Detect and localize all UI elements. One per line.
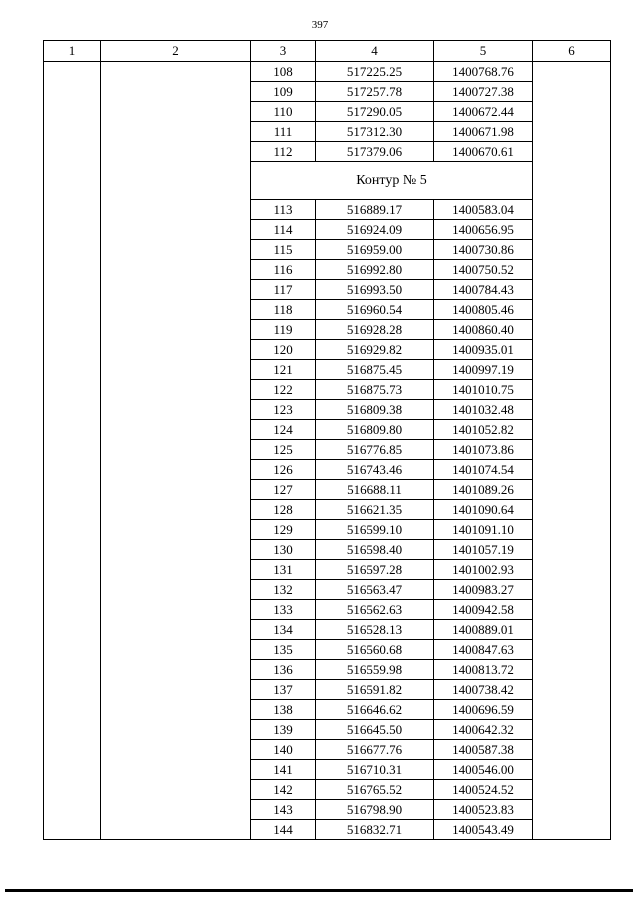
column-header-1: 1 [44, 41, 101, 62]
point-number: 122 [251, 380, 316, 400]
coordinate-y: 1400768.76 [434, 62, 533, 82]
coordinate-y: 1401052.82 [434, 420, 533, 440]
blank-col-1 [44, 62, 101, 840]
page-number: 397 [311, 19, 329, 31]
point-number: 142 [251, 780, 316, 800]
coordinate-y: 1400860.40 [434, 320, 533, 340]
coordinate-y: 1401091.10 [434, 520, 533, 540]
point-number: 129 [251, 520, 316, 540]
point-number: 115 [251, 240, 316, 260]
coordinate-y: 1400805.46 [434, 300, 533, 320]
coordinate-x: 516959.00 [316, 240, 434, 260]
coordinate-x: 516929.82 [316, 340, 434, 360]
coordinate-x: 516776.85 [316, 440, 434, 460]
coordinate-x: 516560.68 [316, 640, 434, 660]
point-number: 118 [251, 300, 316, 320]
coordinate-x: 516809.38 [316, 400, 434, 420]
coordinate-x: 516993.50 [316, 280, 434, 300]
point-number: 110 [251, 102, 316, 122]
coordinate-y: 1400587.38 [434, 740, 533, 760]
point-number: 113 [251, 200, 316, 220]
point-number: 116 [251, 260, 316, 280]
column-header-3: 3 [251, 41, 316, 62]
coordinate-y: 1400523.83 [434, 800, 533, 820]
coordinate-y: 1400730.86 [434, 240, 533, 260]
coordinate-x: 516765.52 [316, 780, 434, 800]
point-number: 111 [251, 122, 316, 142]
coordinate-x: 516889.17 [316, 200, 434, 220]
coordinate-x: 516960.54 [316, 300, 434, 320]
point-number: 140 [251, 740, 316, 760]
point-number: 128 [251, 500, 316, 520]
point-number: 126 [251, 460, 316, 480]
coordinate-x: 516598.40 [316, 540, 434, 560]
coordinate-y: 1400813.72 [434, 660, 533, 680]
coordinate-y: 1401073.86 [434, 440, 533, 460]
coordinate-x: 517225.25 [316, 62, 434, 82]
coordinate-x: 516591.82 [316, 680, 434, 700]
coordinate-x: 517379.06 [316, 142, 434, 162]
coordinate-y: 1401090.64 [434, 500, 533, 520]
coordinate-x: 516875.73 [316, 380, 434, 400]
coordinate-y: 1400524.52 [434, 780, 533, 800]
point-number: 114 [251, 220, 316, 240]
coordinate-y: 1400670.61 [434, 142, 533, 162]
point-number: 136 [251, 660, 316, 680]
point-number: 124 [251, 420, 316, 440]
coordinates-table [43, 40, 611, 840]
coordinate-x: 516743.46 [316, 460, 434, 480]
coordinate-x: 516710.31 [316, 760, 434, 780]
point-number: 123 [251, 400, 316, 420]
coordinate-y: 1401032.48 [434, 400, 533, 420]
coordinate-x: 516924.09 [316, 220, 434, 240]
column-header-6: 6 [533, 41, 611, 62]
point-number: 119 [251, 320, 316, 340]
coordinate-y: 1400847.63 [434, 640, 533, 660]
coordinate-y: 1400583.04 [434, 200, 533, 220]
coordinate-y: 1400997.19 [434, 360, 533, 380]
point-number: 131 [251, 560, 316, 580]
coordinate-x: 516928.28 [316, 320, 434, 340]
coordinate-x: 516528.13 [316, 620, 434, 640]
point-number: 144 [251, 820, 316, 840]
point-number: 141 [251, 760, 316, 780]
coordinate-x: 516688.11 [316, 480, 434, 500]
point-number: 134 [251, 620, 316, 640]
coordinate-x: 516677.76 [316, 740, 434, 760]
coordinate-x: 516562.63 [316, 600, 434, 620]
point-number: 121 [251, 360, 316, 380]
coordinate-y: 1400935.01 [434, 340, 533, 360]
coordinate-y: 1401002.93 [434, 560, 533, 580]
table-row [44, 62, 611, 82]
coordinate-x: 516832.71 [316, 820, 434, 840]
point-number: 120 [251, 340, 316, 360]
blank-col-6 [533, 62, 611, 840]
point-number: 130 [251, 540, 316, 560]
table-body [44, 62, 611, 840]
point-number: 137 [251, 680, 316, 700]
point-number: 135 [251, 640, 316, 660]
point-number: 138 [251, 700, 316, 720]
point-number: 133 [251, 600, 316, 620]
coordinate-y: 1400983.27 [434, 580, 533, 600]
bottom-rule [5, 889, 633, 892]
coordinate-x: 516992.80 [316, 260, 434, 280]
coordinate-x: 516599.10 [316, 520, 434, 540]
column-header-4: 4 [316, 41, 434, 62]
point-number: 112 [251, 142, 316, 162]
coordinate-y: 1400784.43 [434, 280, 533, 300]
coordinate-x: 516645.50 [316, 720, 434, 740]
coordinate-y: 1401057.19 [434, 540, 533, 560]
coordinate-x: 517257.78 [316, 82, 434, 102]
point-number: 139 [251, 720, 316, 740]
coordinate-x: 516798.90 [316, 800, 434, 820]
coordinate-y: 1401010.75 [434, 380, 533, 400]
coordinate-y: 1400942.58 [434, 600, 533, 620]
coordinate-y: 1400696.59 [434, 700, 533, 720]
coordinate-y: 1400642.32 [434, 720, 533, 740]
coordinate-y: 1401089.26 [434, 480, 533, 500]
contour-title: Контур № 5 [251, 162, 533, 200]
coordinate-x: 516559.98 [316, 660, 434, 680]
coordinate-y: 1401074.54 [434, 460, 533, 480]
column-header-5: 5 [434, 41, 533, 62]
coordinate-y: 1400672.44 [434, 102, 533, 122]
point-number: 125 [251, 440, 316, 460]
coordinate-x: 517290.05 [316, 102, 434, 122]
coordinate-x: 517312.30 [316, 122, 434, 142]
coordinate-y: 1400546.00 [434, 760, 533, 780]
coordinate-x: 516875.45 [316, 360, 434, 380]
coordinate-y: 1400543.49 [434, 820, 533, 840]
blank-col-2 [101, 62, 251, 840]
coordinate-y: 1400738.42 [434, 680, 533, 700]
coordinate-x: 516621.35 [316, 500, 434, 520]
coordinate-x: 516597.28 [316, 560, 434, 580]
point-number: 117 [251, 280, 316, 300]
header-row [44, 41, 611, 62]
point-number: 132 [251, 580, 316, 600]
coordinate-y: 1400889.01 [434, 620, 533, 640]
point-number: 143 [251, 800, 316, 820]
coordinate-y: 1400656.95 [434, 220, 533, 240]
point-number: 127 [251, 480, 316, 500]
point-number: 109 [251, 82, 316, 102]
coordinate-x: 516563.47 [316, 580, 434, 600]
coordinate-y: 1400671.98 [434, 122, 533, 142]
point-number: 108 [251, 62, 316, 82]
coordinate-y: 1400727.38 [434, 82, 533, 102]
column-header-2: 2 [101, 41, 251, 62]
coordinate-x: 516809.80 [316, 420, 434, 440]
coordinate-x: 516646.62 [316, 700, 434, 720]
coordinate-y: 1400750.52 [434, 260, 533, 280]
